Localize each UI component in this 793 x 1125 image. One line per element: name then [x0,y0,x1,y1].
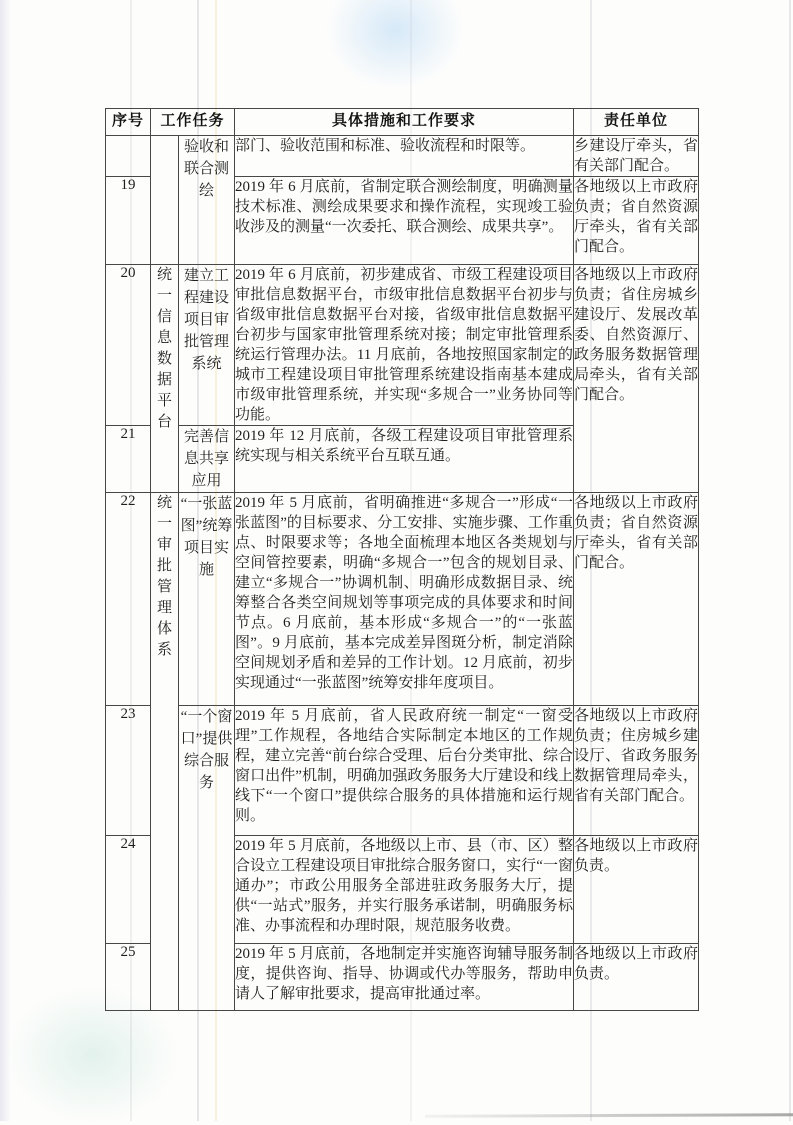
cell-19-measure: 2019 年 6 月底前，省制定联合测绘制度，明确测量技术标准、测绘成果要求和操作流程，实现竣工验收涉及的测量“一次委托、联合测绘、成果共享”。 [235,177,574,265]
cell-25-seq: 25 [106,944,151,1011]
table-row-23 [106,706,699,836]
cell-22-category: 统一审批管理体系 [151,493,179,1011]
cell-22-task: “一张蓝图”统筹项目实施 [179,493,235,706]
scan-bottom-edge [425,1113,793,1118]
table-row-22 [106,493,699,706]
cell-23-unit: 各地级以上市政府负责；住房城乡建设厅、省政务服务数据管理局牵头，省有关部门配合。 [574,706,699,836]
cell-19-unit: 各地级以上市政府负责；省自然资源厅牵头，省有关部门配合。 [574,177,699,265]
cell-24-seq: 24 [106,836,151,944]
cell-24-measure: 2019 年 5 月底前，各地级以上市、县（市、区）整合设立工程建设项目审批综合服务窗口，实行“一窗通办”；市政公用服务全部进驻政务服务大厅，提供“一站式”服务，并实行服务承诺制，明确服务标准、办事流程和办理时限，规范服务收费。 [235,836,574,944]
scan-blob-top [325,0,465,90]
cell-20-unit: 各地级以上市政府负责；省住房城乡建设厅、发展改革委、自然资源厅、政务服务数据管理局牵头，省有关部门配合。 [574,265,699,493]
table-header-row [106,109,699,136]
table-row-continuation [106,136,699,177]
cell-21-measure: 2019 年 12 月底前，各级工程建设项目审批管理系统实现与相关系统平台互联互通。 [235,426,574,493]
cell-20-task: 建立工程建设项目审批管理系统 [179,265,235,426]
cell-cont-unit: 乡建设厅牵头，省有关部门配合。 [574,136,699,177]
cell-20-seq: 20 [106,265,151,426]
cell-25-unit: 各地级以上市政府负责。 [574,944,699,1011]
cell-cont-measure: 部门、验收范围和标准、验收流程和时限等。 [235,136,574,177]
header-seq: 序号 [106,109,151,136]
cell-21-seq: 21 [106,426,151,493]
cell-cont-category [151,136,179,265]
cell-20-category: 统一信息数据平台 [151,265,179,493]
header-measure: 具体措施和工作要求 [235,109,574,136]
scan-edge-band [0,0,11,1121]
cell-cont-task: 验收和联合测绘 [179,136,235,265]
work-tasks-table [105,108,699,1011]
cell-21-task: 完善信息共享应用 [179,426,235,493]
scan-streak [789,0,791,1121]
cell-22-seq: 22 [106,493,151,706]
cell-cont-seq [106,136,151,177]
cell-23-seq: 23 [106,706,151,836]
table-row-20 [106,265,699,426]
cell-22-measure: 2019 年 5 月底前，省明确推进“多规合一”形成“一张蓝图”的目标要求、分工安排、实施步骤、工作重点、时限要求等；各地全面梳理本地区各类规划与空间管控要素，明确“多规合一”包含的规划目录、建立“多规合一”协调机制、明确形成数据目录、统筹整合各类空间规划等事项完成的具体要求和时间节点。6 月底前，基本形成“多规合一”的“一张蓝图”。9 月底前，基本完成差异图斑分析，制定消除空间规划矛盾和差异的工作计划。12 月底前，初步实现通过“一张蓝图”统筹安排年度项目。 [235,493,574,706]
cell-20-measure: 2019 年 6 月底前，初步建成省、市级工程建设项目审批信息数据平台，市级审批信息数据平台初步与省级审批信息数据平台对接，省级审批信息数据平台初步与国家审批管理系统对接；制定审批管理系统运行管理办法。11 月底前，各地按照国家制定的城市工程建设项目审批管理系统建设指南基本建成市级审批管理系统，并实现“多规合一”业务协同等功能。 [235,265,574,426]
header-unit: 责任单位 [574,109,699,136]
cell-25-measure: 2019 年 5 月底前，各地制定并实施咨询辅导服务制度，提供咨询、指导、协调或代办等服务，帮助申请人了解审批要求，提高审批通过率。 [235,944,574,1011]
cell-24-unit: 各地级以上市政府负责。 [574,836,699,944]
cell-22-unit: 各地级以上市政府负责；省自然资源厅牵头，省有关部门配合。 [574,493,699,706]
cell-23-task: “一个窗口”提供综合服务 [179,706,235,1011]
header-task: 工作任务 [151,109,235,136]
cell-19-seq: 19 [106,177,151,265]
cell-23-measure: 2019 年 5 月底前，省人民政府统一制定“一窗受理”工作规程，各地结合实际制定本地区的工作规程，建立完善“前台综合受理、后台分类审批、综合窗口出件”机制，明确加强政务服务大厅建设和线上线下“一个窗口”提供综合服务的具体措施和运行规则。 [235,706,574,836]
